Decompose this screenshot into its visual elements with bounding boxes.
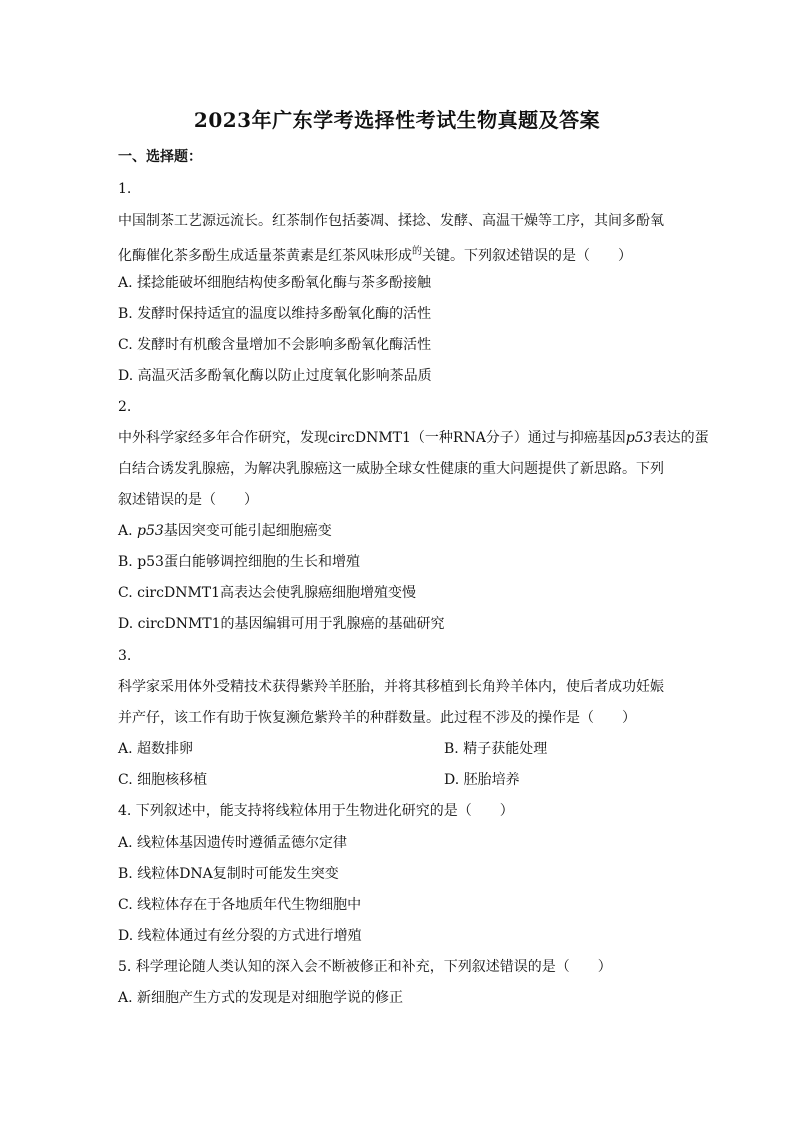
q2-option-a-gene: p53: [137, 523, 164, 539]
q2-option-a-prefix: A.: [118, 523, 138, 539]
q2-stem-line3: 叙述错误的是（ ）: [118, 492, 258, 508]
q2-option-c: C. circDNMT1高表达会使乳腺癌细胞增殖变慢: [118, 585, 417, 601]
q2-option-a-text: 基因突变可能引起细胞癌变: [163, 523, 332, 539]
q1-stem-line2: [118, 243, 632, 265]
q2-stem-line1-gene: p53: [625, 430, 653, 446]
q2-stem-line1: [118, 429, 709, 447]
q1-option-a: A. 揉捻能破坏细胞结构使多酚氧化酶与茶多酚接触: [118, 275, 432, 291]
section-heading: 一、选择题：: [118, 149, 202, 165]
q3-stem-line2: 并产仔，该工作有助于恢复濒危紫羚羊的种群数量。此过程不涉及的操作是（ ）: [118, 710, 636, 726]
q1-stem-line2-a: 化酶催化茶多酚生成适量茶黄素是红茶风味形成: [118, 248, 412, 264]
q4-option-d: D. 线粒体通过有丝分裂的方式进行增殖: [118, 928, 362, 944]
q2-stem-line1-a: 中外科学家经多年合作研究，发现circDNMT1（一种RNA分子）通过与抑癌基因: [118, 430, 626, 446]
q2-option-a: [118, 522, 332, 540]
q3-number: 3.: [118, 648, 132, 664]
q3-option-a: A. 超数排卵: [118, 741, 194, 757]
q4-option-c: C. 线粒体存在于各地质年代生物细胞中: [118, 897, 362, 913]
q1-option-b: B. 发酵时保持适宜的温度以维持多酚氧化酶的活性: [118, 306, 432, 322]
q4-option-a: A. 线粒体基因遗传时遵循孟德尔定律: [118, 835, 348, 851]
q1-stem-line2-sup: 的: [412, 246, 422, 257]
document-title: 2023年广东学考选择性考试生物真题及答案: [193, 108, 601, 132]
q2-option-d: D. circDNMT1的基因编辑可用于乳腺癌的基础研究: [118, 616, 445, 632]
q4-stem: 4. 下列叙述中，能支持将线粒体用于生物进化研究的是（ ）: [118, 803, 514, 819]
q2-stem-line2: 白结合诱发乳腺癌，为解决乳腺癌这一威胁全球女性健康的重大问题提供了新思路。下列: [118, 461, 664, 477]
q2-number: 2.: [118, 399, 132, 415]
q2-stem-line1-b: 表达的蛋: [652, 430, 709, 446]
q1-stem-line2-b: 关键。下列叙述错误的是（ ）: [422, 248, 632, 264]
q1-option-d: D. 高温灭活多酚氧化酶以防止过度氧化影响茶品质: [118, 368, 432, 384]
q2-option-b: B. p53蛋白能够调控细胞的生长和增殖: [118, 554, 360, 570]
q3-stem-line1: 科学家采用体外受精技术获得紫羚羊胚胎，并将其移植到长角羚羊体内，使后者成功妊娠: [118, 679, 664, 695]
q5-stem: 5. 科学理论随人类认知的深入会不断被修正和补充，下列叙述错误的是（ ）: [118, 959, 612, 975]
q1-option-c: C. 发酵时有机酸含量增加不会影响多酚氧化酶活性: [118, 337, 432, 353]
q3-option-c: C. 细胞核移植: [118, 772, 208, 788]
q3-option-d: D. 胚胎培养: [444, 772, 520, 788]
q1-stem-line1: 中国制茶工艺源远流长。红茶制作包括萎凋、揉捻、发酵、高温干燥等工序，其间多酚氧: [118, 213, 664, 229]
q4-option-b: B. 线粒体DNA复制时可能发生突变: [118, 866, 339, 882]
q1-number: 1.: [118, 181, 132, 197]
q5-option-a: A. 新细胞产生方式的发现是对细胞学说的修正: [118, 990, 404, 1006]
q3-option-b: B. 精子获能处理: [444, 741, 548, 757]
